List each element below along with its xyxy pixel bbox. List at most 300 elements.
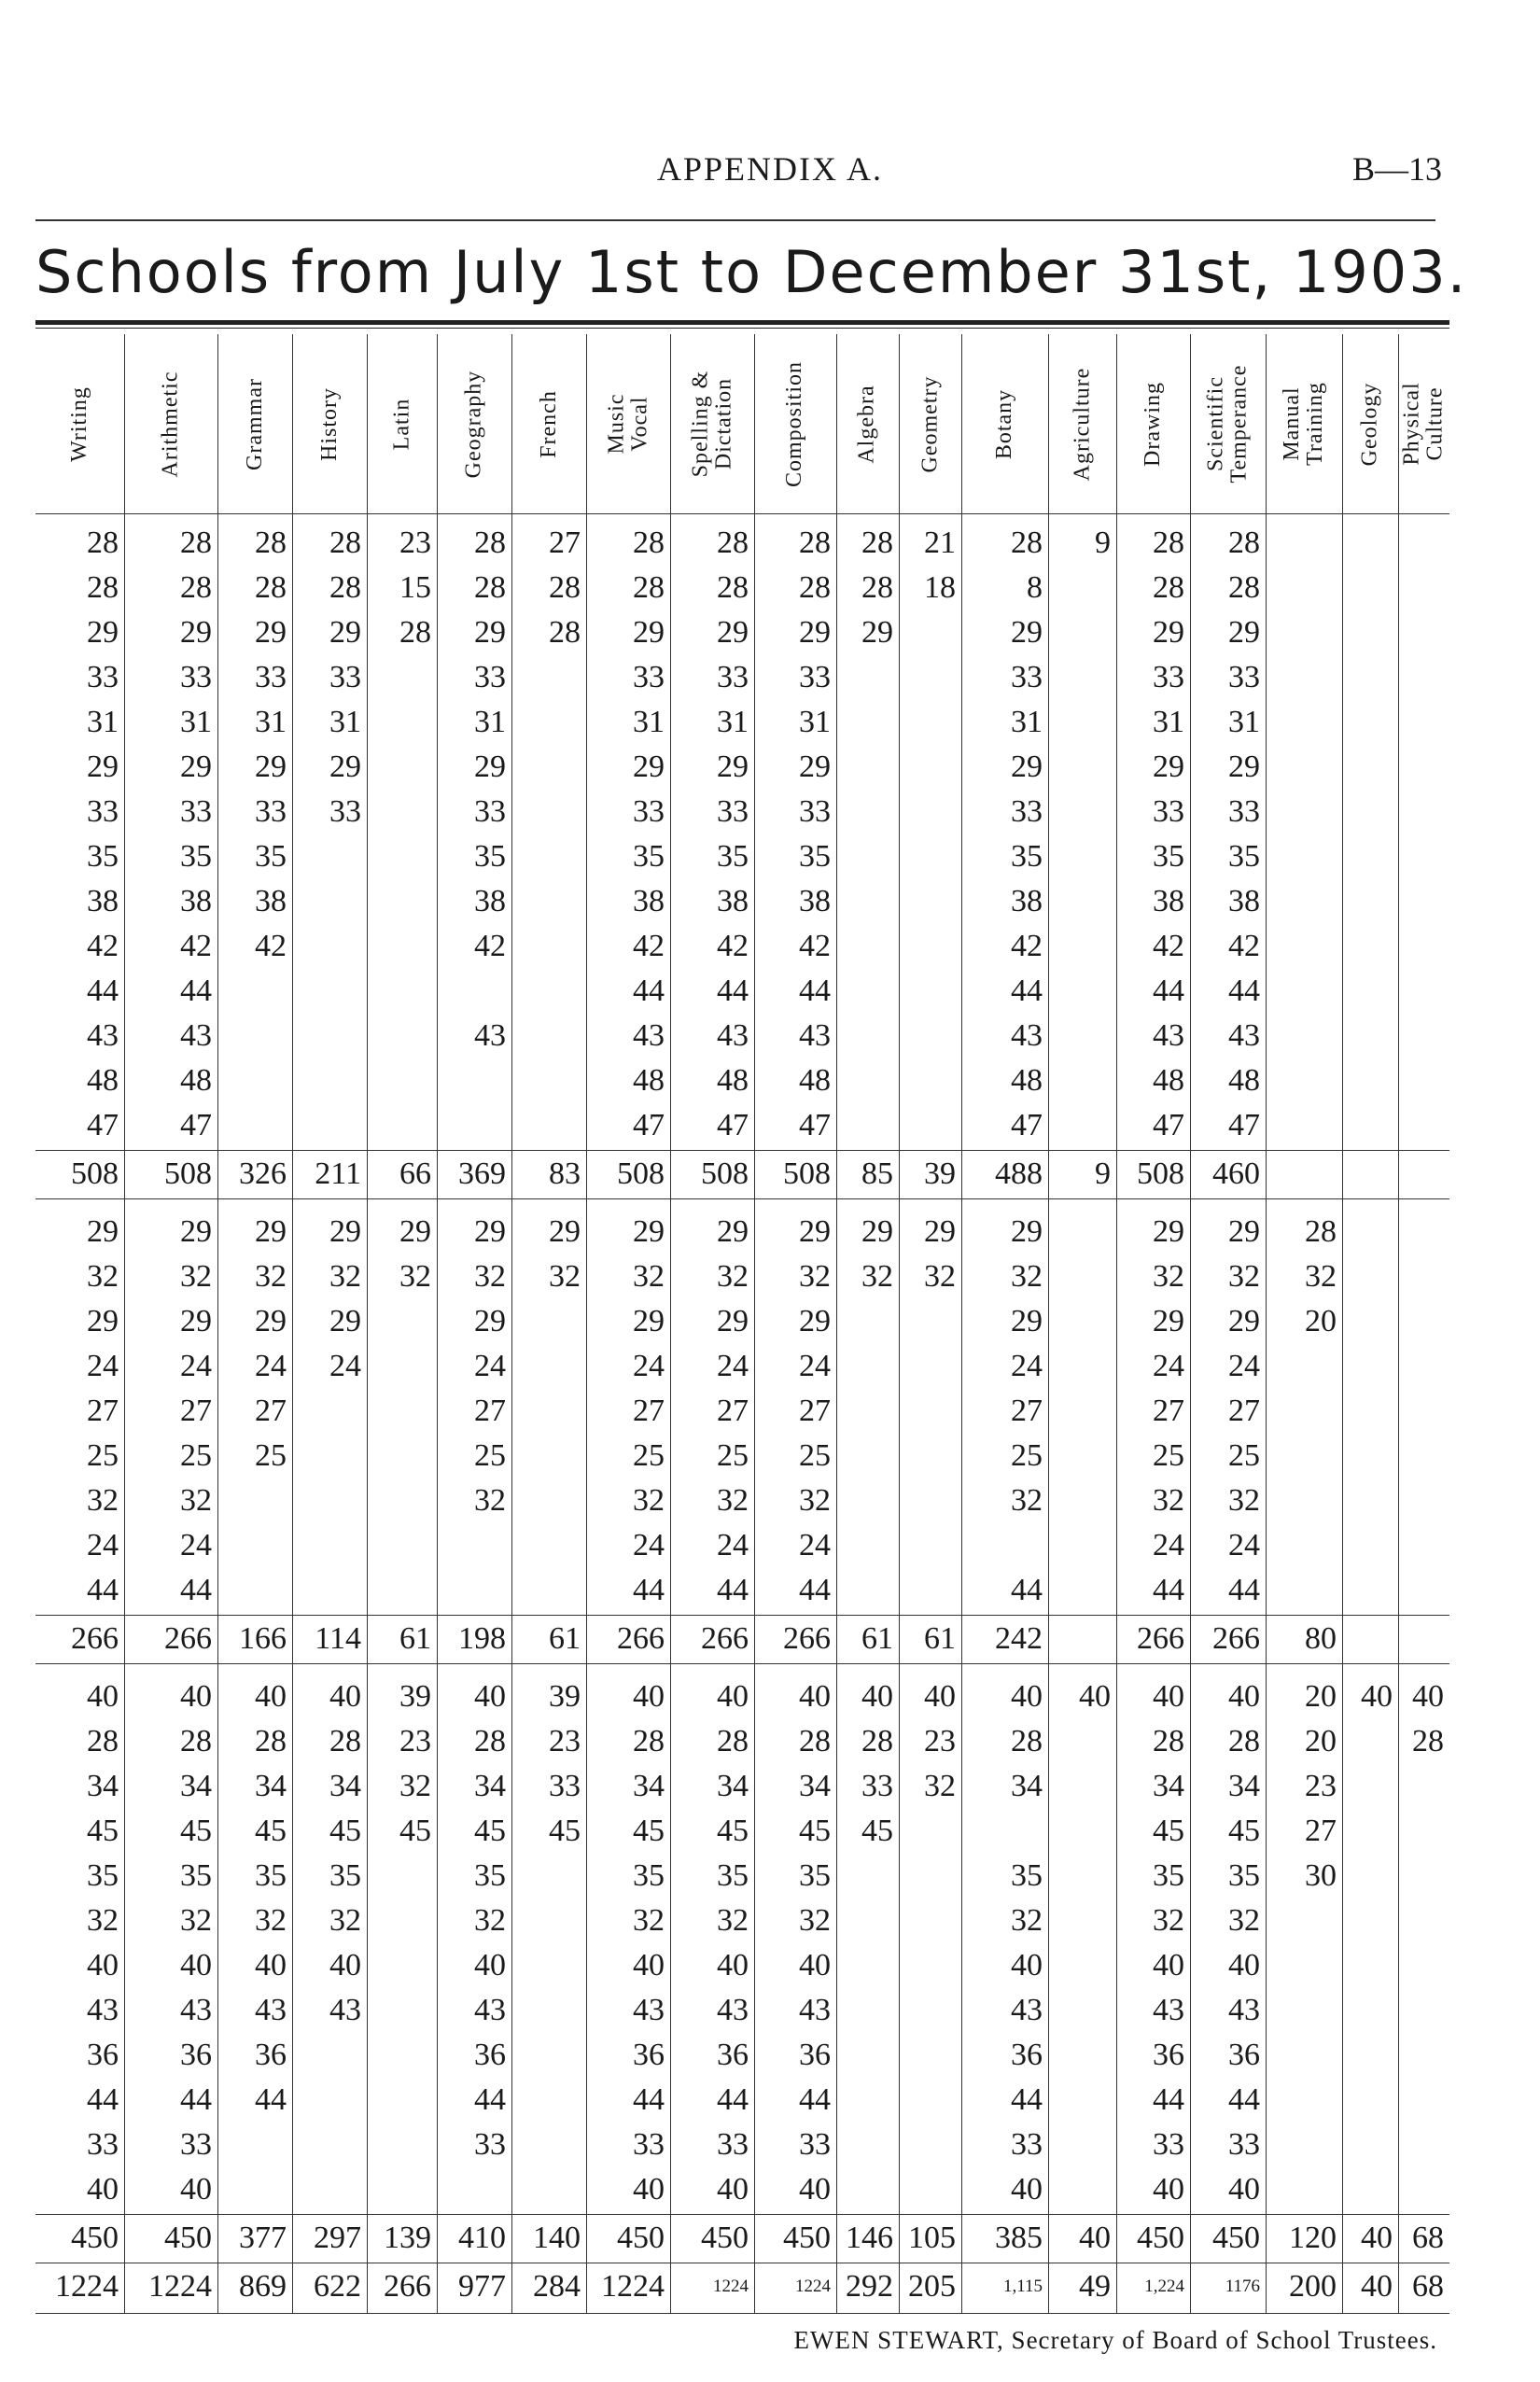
table-cell	[1398, 1060, 1444, 1101]
table-cell	[1398, 1900, 1444, 1941]
table-cell: 35	[1153, 1858, 1184, 1893]
column-header-label: Geometry	[917, 375, 942, 472]
table-cell: 27	[633, 1394, 665, 1428]
subtotal-cell: 105	[908, 2221, 956, 2255]
table-cell: 33	[1228, 2127, 1260, 2162]
table-cell: 43	[1153, 1018, 1184, 1053]
subtotal-cell: 83	[549, 1156, 581, 1191]
table-cell: 29	[1228, 615, 1260, 650]
table-cell	[217, 1105, 287, 1146]
table-cell: 35	[799, 1858, 831, 1893]
table-cell: 32	[399, 1769, 431, 1803]
table-cell	[367, 1301, 431, 1342]
grand-total-cell: 1224	[713, 2277, 749, 2296]
page-header: APPENDIX A.	[656, 150, 884, 188]
table-cell: 32	[924, 1259, 956, 1294]
table-cell: 40	[633, 1679, 665, 1714]
table-cell	[836, 1016, 893, 1057]
table-cell: 28	[861, 525, 893, 560]
table-cell: 24	[1011, 1349, 1043, 1383]
table-cell	[1048, 1766, 1111, 1807]
column-header-label: Botany	[991, 388, 1016, 459]
table-cell: 44	[87, 2082, 119, 2117]
table-cell: 29	[717, 615, 749, 650]
table-cell: 33	[329, 794, 361, 829]
table-cell	[511, 926, 581, 967]
subtotal-cell: 297	[314, 2221, 361, 2255]
table-cell: 47	[633, 1108, 665, 1142]
subtotal-cell: 146	[846, 2221, 893, 2255]
table-cell	[1048, 1721, 1111, 1762]
table-cell: 33	[1153, 2127, 1184, 2162]
table-cell: 36	[717, 2038, 749, 2072]
table-cell: 28	[717, 525, 749, 560]
table-cell: 35	[87, 1858, 119, 1893]
table-cell: 48	[799, 1063, 831, 1098]
table-cell: 28	[399, 615, 431, 650]
subtotal-cell: 114	[315, 1621, 361, 1656]
table-cell: 44	[474, 2082, 506, 2117]
table-cell: 36	[633, 2038, 665, 2072]
table-cell	[367, 702, 431, 743]
table-cell	[292, 926, 361, 967]
table-cell: 28	[717, 570, 749, 605]
table-cell	[511, 2169, 581, 2210]
table-cell	[1048, 1856, 1111, 1897]
table-cell	[1266, 1570, 1337, 1611]
table-cell	[511, 2080, 581, 2121]
table-cell	[1266, 1105, 1337, 1146]
table-cell: 32	[255, 1903, 287, 1938]
table-cell: 36	[1011, 2038, 1043, 2072]
table-cell: 40	[1153, 1948, 1184, 1983]
table-cell: 32	[633, 1259, 665, 1294]
table-cell: 24	[633, 1349, 665, 1383]
column-header-label: Scientific Temperance	[1203, 364, 1252, 483]
table-cell	[367, 1990, 431, 2031]
subtotal-cell: 508	[1137, 1156, 1184, 1191]
table-cell	[899, 1016, 956, 1057]
table-cell: 33	[1228, 660, 1260, 694]
table-cell: 29	[633, 750, 665, 784]
table-cell: 29	[799, 1214, 831, 1249]
section-rule	[35, 1198, 1449, 1199]
table-cell	[899, 1346, 956, 1387]
table-cell: 29	[87, 1304, 119, 1338]
table-cell: 32	[799, 1259, 831, 1294]
table-cell: 40	[1153, 2172, 1184, 2207]
table-cell: 42	[180, 929, 212, 963]
title-rule-thin	[35, 328, 1449, 329]
table-cell	[836, 792, 893, 833]
table-cell: 32	[1011, 1259, 1043, 1294]
column-header	[437, 334, 511, 513]
grand-total-cell: 40	[1361, 2269, 1393, 2304]
column-header	[1266, 334, 1342, 513]
table-cell	[899, 1525, 956, 1566]
table-cell: 27	[799, 1394, 831, 1428]
table-cell	[437, 971, 506, 1012]
subtotal-cell: 450	[164, 2221, 212, 2255]
section-rule	[35, 1663, 1449, 1664]
column-rule	[899, 334, 900, 2313]
table-cell	[217, 1570, 287, 1611]
table-cell	[1342, 1766, 1393, 1807]
table-cell	[367, 1945, 431, 1986]
table-cell: 33	[1011, 660, 1043, 694]
table-cell: 29	[549, 1214, 581, 1249]
table-cell: 40	[633, 2172, 665, 2207]
table-cell	[899, 792, 956, 833]
table-cell	[367, 1060, 431, 1101]
table-cell	[899, 702, 956, 743]
table-cell: 24	[474, 1349, 506, 1383]
table-cell: 33	[87, 660, 119, 694]
table-cell: 45	[87, 1814, 119, 1848]
table-cell: 32	[549, 1259, 581, 1294]
table-cell	[437, 2169, 506, 2210]
table-cell: 27	[1228, 1394, 1260, 1428]
table-cell: 45	[255, 1814, 287, 1848]
table-cell	[1398, 612, 1444, 653]
table-cell	[292, 2169, 361, 2210]
table-cell: 29	[329, 615, 361, 650]
subtotal-cell: 266	[617, 1621, 665, 1656]
column-header	[1342, 334, 1398, 513]
table-cell: 44	[633, 1573, 665, 1607]
table-cell	[367, 1105, 431, 1146]
table-cell: 28	[861, 570, 893, 605]
table-cell	[511, 836, 581, 877]
table-cell: 32	[329, 1259, 361, 1294]
subtotal-cell	[1342, 1154, 1393, 1195]
table-cell: 29	[633, 1214, 665, 1249]
grand-total-cell: 1224	[601, 2269, 665, 2304]
column-header	[899, 334, 961, 513]
table-cell	[961, 1525, 1043, 1566]
table-cell: 29	[1011, 1214, 1043, 1249]
table-cell: 33	[87, 794, 119, 829]
column-rule	[961, 334, 962, 2313]
table-cell	[1266, 523, 1337, 564]
column-rule	[836, 334, 837, 2313]
table-cell: 24	[87, 1349, 119, 1383]
table-cell	[1048, 1900, 1111, 1941]
table-cell: 40	[861, 1679, 893, 1714]
table-cell	[1398, 747, 1444, 788]
table-cell: 29	[924, 1214, 956, 1249]
table-cell	[1048, 1105, 1111, 1146]
table-cell: 33	[474, 794, 506, 829]
table-cell: 33	[717, 660, 749, 694]
table-cell	[1342, 2035, 1393, 2076]
table-cell	[1266, 836, 1337, 877]
column-rule	[124, 334, 125, 2313]
table-cell	[1266, 747, 1337, 788]
table-cell: 38	[633, 884, 665, 918]
table-cell	[1398, 1480, 1444, 1521]
table-cell	[836, 1990, 893, 2031]
table-cell	[836, 1900, 893, 1941]
table-cell: 36	[255, 2038, 287, 2072]
column-rule	[1048, 334, 1049, 2313]
column-rule	[367, 334, 368, 2313]
table-cell	[1398, 971, 1444, 1012]
table-cell: 24	[1153, 1349, 1184, 1383]
table-cell: 33	[474, 2127, 506, 2162]
column-header	[754, 334, 836, 513]
table-cell: 23	[549, 1724, 581, 1758]
table-cell	[1048, 1346, 1111, 1387]
table-cell: 43	[799, 1018, 831, 1053]
table-cell	[1266, 971, 1337, 1012]
table-cell: 28	[255, 570, 287, 605]
table-cell: 34	[180, 1769, 212, 1803]
table-cell: 34	[1228, 1769, 1260, 1803]
table-cell: 29	[717, 1214, 749, 1249]
table-cell: 29	[1011, 615, 1043, 650]
table-cell	[1266, 2080, 1337, 2121]
table-cell	[1342, 2169, 1393, 2210]
table-cell: 33	[1153, 794, 1184, 829]
subtotal-cell	[1342, 1618, 1393, 1660]
table-cell	[1342, 1301, 1393, 1342]
column-header	[124, 334, 217, 513]
table-cell	[1398, 1766, 1444, 1807]
table-cell: 35	[1011, 839, 1043, 874]
table-cell	[1266, 702, 1337, 743]
table-cell: 40	[924, 1679, 956, 1714]
table-cell: 40	[799, 2172, 831, 2207]
table-cell	[899, 1480, 956, 1521]
table-cell: 43	[87, 1018, 119, 1053]
table-cell: 32	[180, 1259, 212, 1294]
table-cell: 44	[180, 974, 212, 1008]
table-cell: 33	[1011, 2127, 1043, 2162]
table-cell	[899, 926, 956, 967]
subtotal-cell: 508	[783, 1156, 831, 1191]
table-cell: 25	[1011, 1438, 1043, 1473]
table-cell	[511, 1900, 581, 1941]
table-cell: 30	[1305, 1858, 1337, 1893]
table-cell	[367, 836, 431, 877]
table-cell: 29	[180, 1214, 212, 1249]
table-cell: 29	[633, 615, 665, 650]
table-cell: 28	[1305, 1214, 1337, 1249]
table-cell	[367, 747, 431, 788]
grand-total-cell: 200	[1289, 2269, 1337, 2304]
table-cell: 28	[255, 1724, 287, 1758]
table-cell: 44	[255, 2082, 287, 2117]
table-cell	[217, 2124, 287, 2165]
table-cell: 29	[180, 1304, 212, 1338]
table-cell: 40	[87, 2172, 119, 2207]
table-cell: 44	[717, 1573, 749, 1607]
table-cell: 29	[329, 1214, 361, 1249]
table-cell: 32	[87, 1259, 119, 1294]
table-cell: 42	[1153, 929, 1184, 963]
table-cell	[511, 702, 581, 743]
column-header-label: Grammar	[242, 377, 267, 470]
table-cell: 31	[1011, 705, 1043, 739]
subtotal-cell: 326	[239, 1156, 287, 1191]
table-cell: 38	[799, 884, 831, 918]
subtotal-cell: 266	[783, 1621, 831, 1656]
table-bottom-rule	[35, 2313, 1449, 2314]
table-cell	[1342, 926, 1393, 967]
subtotal-cell: 385	[995, 2221, 1043, 2255]
subtotal-cell: 85	[861, 1156, 893, 1191]
subtotal-cell: 166	[239, 1621, 287, 1656]
table-cell: 32	[1153, 1259, 1184, 1294]
table-cell: 28	[1228, 525, 1260, 560]
table-cell: 43	[799, 1993, 831, 2027]
subtotal-cell: 9	[1095, 1156, 1111, 1191]
table-cell: 20	[1305, 1679, 1337, 1714]
table-cell: 34	[799, 1769, 831, 1803]
table-cell: 25	[799, 1438, 831, 1473]
table-cell: 24	[1228, 1349, 1260, 1383]
column-header-label: Music Vocal	[604, 393, 651, 455]
table-cell	[217, 1480, 287, 1521]
table-cell: 44	[799, 974, 831, 1008]
subtotal-cell: 508	[617, 1156, 665, 1191]
table-cell	[836, 657, 893, 698]
column-header-label: Arithmetic	[158, 371, 183, 477]
table-cell: 27	[180, 1394, 212, 1428]
table-cell: 33	[474, 660, 506, 694]
table-cell	[1342, 1256, 1393, 1297]
table-cell: 29	[474, 1304, 506, 1338]
table-cell: 47	[799, 1108, 831, 1142]
table-cell: 38	[87, 884, 119, 918]
table-cell: 43	[1228, 1993, 1260, 2027]
subtotal-cell: 450	[701, 2221, 749, 2255]
subtotal-cell: 120	[1289, 2221, 1337, 2255]
table-cell	[217, 2169, 287, 2210]
table-cell	[292, 2080, 361, 2121]
subtotal-cell: 508	[164, 1156, 212, 1191]
table-cell	[1342, 836, 1393, 877]
subtotal-cell	[1398, 1154, 1444, 1195]
table-cell: 25	[633, 1438, 665, 1473]
table-cell: 33	[1153, 660, 1184, 694]
table-cell	[367, 2080, 431, 2121]
table-cell: 23	[399, 525, 431, 560]
table-cell: 23	[1305, 1769, 1337, 1803]
column-header-label: Writing	[67, 385, 91, 462]
table-cell	[292, 836, 361, 877]
table-cell: 40	[329, 1948, 361, 1983]
grand-total-cell: 1176	[1225, 2277, 1260, 2296]
table-cell: 25	[717, 1438, 749, 1473]
table-cell: 28	[549, 615, 581, 650]
subtotal-cell	[1266, 1154, 1337, 1195]
table-cell: 38	[717, 884, 749, 918]
subtotal-cell: 39	[924, 1156, 956, 1191]
table-cell	[292, 1105, 361, 1146]
table-cell: 33	[549, 1769, 581, 1803]
table-cell	[836, 1945, 893, 1986]
table-cell	[1342, 1721, 1393, 1762]
table-cell	[836, 702, 893, 743]
table-cell: 29	[1011, 1304, 1043, 1338]
table-cell: 40	[474, 1679, 506, 1714]
table-cell: 29	[717, 750, 749, 784]
table-cell: 34	[1153, 1769, 1184, 1803]
subtotal-cell: 66	[399, 1156, 431, 1191]
table-cell: 28	[633, 525, 665, 560]
table-cell: 33	[633, 660, 665, 694]
table-cell: 48	[180, 1063, 212, 1098]
table-cell: 28	[1153, 1724, 1184, 1758]
table-cell: 29	[861, 1214, 893, 1249]
table-cell: 38	[1228, 884, 1260, 918]
header-bottom-rule	[35, 513, 1449, 514]
table-cell: 33	[329, 660, 361, 694]
table-cell: 32	[799, 1483, 831, 1518]
table-cell: 40	[180, 1948, 212, 1983]
table-cell: 35	[1153, 839, 1184, 874]
table-cell: 32	[1153, 1483, 1184, 1518]
table-cell: 43	[1011, 1018, 1043, 1053]
column-header	[586, 334, 670, 513]
table-cell	[1398, 657, 1444, 698]
table-cell: 24	[180, 1528, 212, 1562]
table-cell	[511, 1570, 581, 1611]
table-cell	[292, 2124, 361, 2165]
table-cell: 28	[87, 1724, 119, 1758]
table-cell	[1398, 1105, 1444, 1146]
table-cell	[1048, 836, 1111, 877]
table-cell: 27	[1153, 1394, 1184, 1428]
table-cell	[367, 1436, 431, 1477]
table-cell: 31	[799, 705, 831, 739]
table-cell: 40	[1228, 1948, 1260, 1983]
table-cell	[899, 612, 956, 653]
table-cell	[292, 971, 361, 1012]
table-cell	[1398, 792, 1444, 833]
grand-total-cell: 284	[533, 2269, 581, 2304]
table-cell: 27	[549, 525, 581, 560]
table-cell	[1048, 747, 1111, 788]
table-cell	[899, 1856, 956, 1897]
column-rule	[1116, 334, 1117, 2313]
column-header	[1398, 334, 1449, 513]
table-cell: 28	[633, 1724, 665, 1758]
table-cell: 43	[180, 1993, 212, 2027]
table-cell	[899, 2124, 956, 2165]
table-cell	[511, 1856, 581, 1897]
table-cell: 35	[633, 839, 665, 874]
table-cell: 33	[255, 660, 287, 694]
table-cell: 43	[329, 1993, 361, 2027]
table-cell	[292, 1570, 361, 1611]
table-cell: 43	[474, 1018, 506, 1053]
table-cell	[367, 792, 431, 833]
title-rule-thick	[35, 320, 1449, 325]
table-cell: 44	[799, 2082, 831, 2117]
table-cell	[437, 1525, 506, 1566]
subtotal-cell: 140	[533, 2221, 581, 2255]
table-cell: 25	[474, 1438, 506, 1473]
table-cell	[1342, 1016, 1393, 1057]
column-rule	[586, 334, 587, 2313]
table-cell	[836, 2080, 893, 2121]
subtotal-cell: 369	[458, 1156, 506, 1191]
table-cell: 35	[1011, 1858, 1043, 1893]
table-cell: 28	[549, 570, 581, 605]
